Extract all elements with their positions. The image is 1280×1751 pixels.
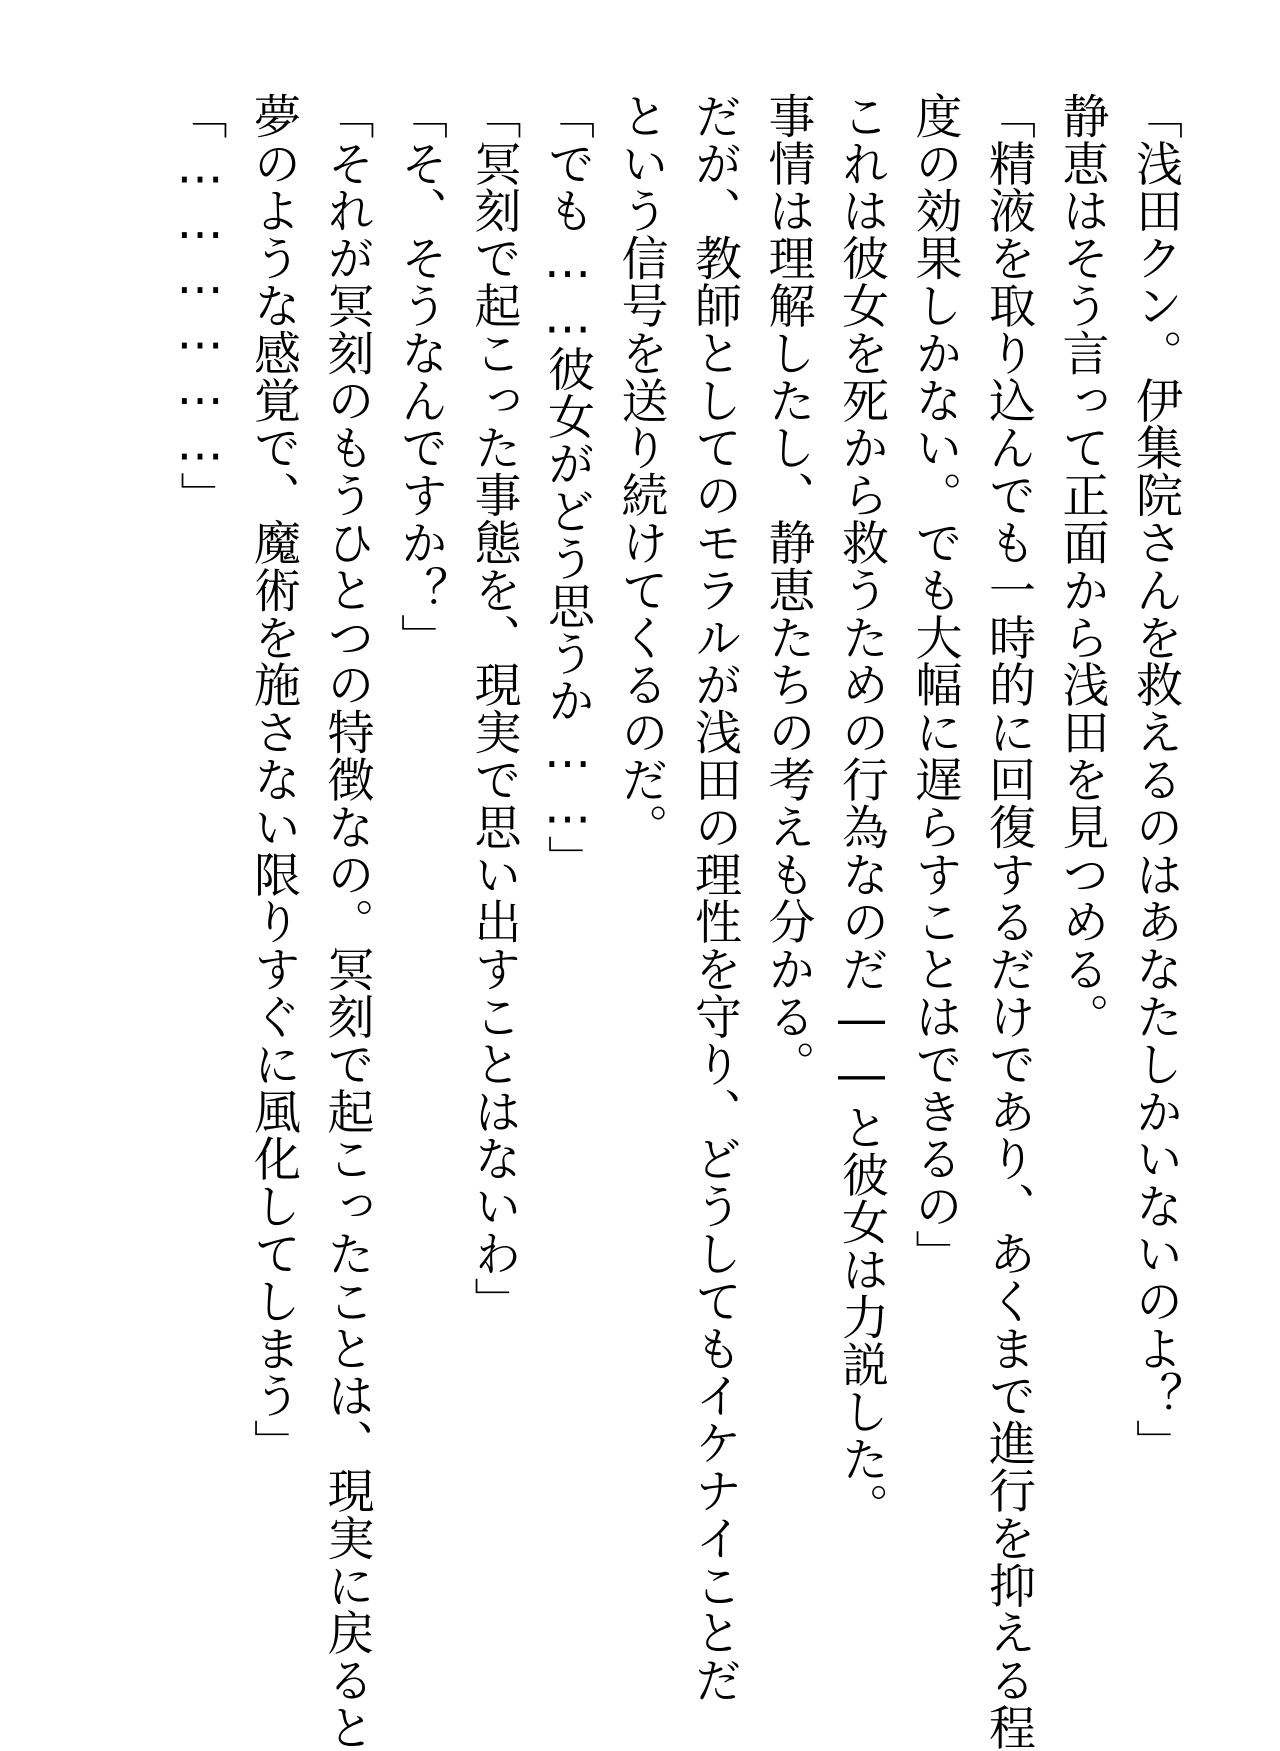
text-line: だが、教師としてのモラルが浅田の理性を守り、どうしてもイケナイことだ xyxy=(687,92,742,1704)
text-line: 「………………」 xyxy=(172,92,228,520)
text-line: 「精液を取り込んでも一時的に回復するだけであり、あくまで進行を抑える程 xyxy=(981,92,1036,1751)
text-line: という信号を送り続けてくるのだ。 xyxy=(613,92,669,851)
text-line: 夢のような感覚で、魔術を施さない限りすぐに風化してしまう」 xyxy=(246,92,301,1467)
vertical-text-body xyxy=(163,92,1192,1751)
text-line: これは彼女を死から救うための行為なのだ――と彼女は力説した。 xyxy=(834,92,889,1530)
text-line: 静恵はそう言って正面から浅田を見つめる。 xyxy=(1054,92,1110,1040)
text-line: 「でも……彼女がどう思うか……」 xyxy=(540,92,595,883)
text-line: 「冥刻で起こった事態を、現実で思い出すことはないわ」 xyxy=(466,92,522,1325)
text-line: 「浅田クン。伊集院さんを救えるのはあなたしかいないのよ？」 xyxy=(1128,92,1183,1467)
text-line: 度の効果しかない。でも大幅に遅らすことはできるの」 xyxy=(907,92,963,1277)
text-line: 「そ、そうなんですか？」 xyxy=(393,92,448,661)
text-line: 事情は理解したし、静恵たちの考えも分かる。 xyxy=(760,92,816,1088)
text-line: 「それが冥刻のもうひとつの特徴なの。冥刻で起こったことは、現実に戻ると xyxy=(319,92,375,1751)
